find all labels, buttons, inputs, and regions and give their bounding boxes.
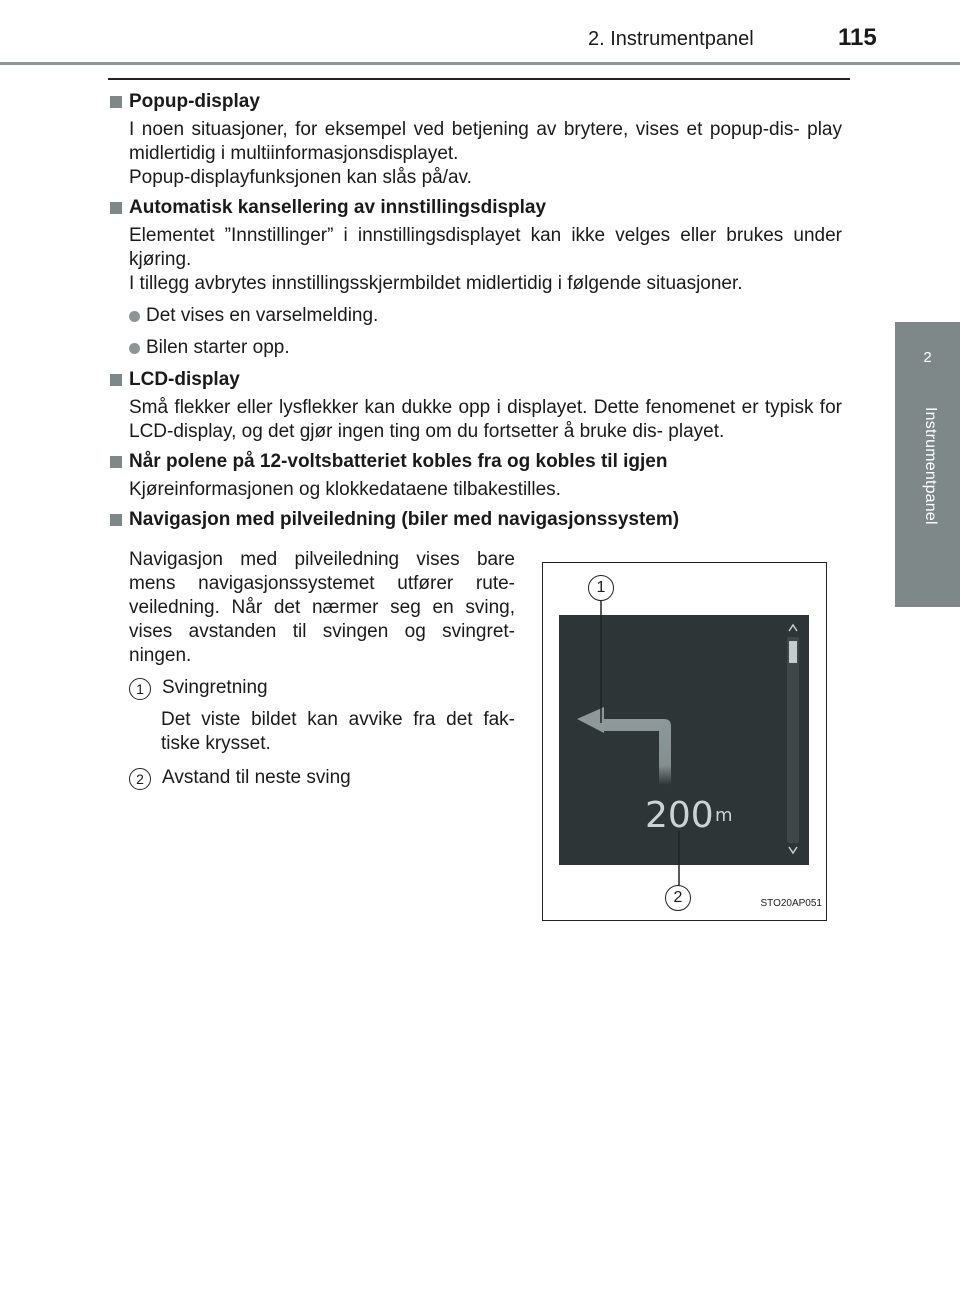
circle-bullet-icon xyxy=(129,311,140,322)
paragraph xyxy=(129,224,842,296)
section-heading-text: Popup-display xyxy=(129,91,260,112)
paragraph-text: Små flekker eller lysflekker kan dukke opp i displayet. Dette fenomenet er typisk for LCD-display, og det gjør ingen ting om du fortsetter å bruke dis- playet. xyxy=(129,397,842,442)
numbered-item xyxy=(129,766,515,790)
paragraph xyxy=(129,478,842,502)
paragraph xyxy=(129,548,515,668)
square-bullet-icon xyxy=(110,96,122,108)
header-divider xyxy=(0,62,960,65)
square-bullet-icon xyxy=(110,374,122,386)
square-bullet-icon xyxy=(110,456,122,468)
callout-lines xyxy=(543,563,826,920)
paragraph-text: Navigasjon med pilveiledning vises bare mens navigasjonssystemet utfører rute- veiledning. Når det nærmer seg en sving, vises avstanden til svingen og svingret- ningen. xyxy=(129,549,515,666)
distance-unit: m xyxy=(715,805,733,826)
section-heading xyxy=(110,508,842,532)
section-heading-text: Navigasjon med pilveiledning (biler med navigasjonssystem) xyxy=(129,509,680,530)
item-text: Svingretning xyxy=(162,677,268,698)
section-heading-text: Automatisk kansellering av innstillingsdisplay xyxy=(129,197,547,218)
paragraph-text: Kjøreinformasjonen og klokkedataene tilbakestilles. xyxy=(129,479,561,500)
item-number-badge: 2 xyxy=(129,768,151,790)
display-figure xyxy=(542,562,827,921)
paragraph-text: Popup-displayfunksjonen kan slås på/av. xyxy=(129,167,472,188)
numbered-item xyxy=(129,676,515,700)
section-heading xyxy=(110,368,842,392)
navigation-section xyxy=(110,548,842,909)
section-heading-text: LCD-display xyxy=(129,369,240,390)
item-note: Det viste bildet kan avvike fra det fak- tiske krysset. xyxy=(161,709,515,754)
list-item xyxy=(129,336,842,360)
callout-1: 1 xyxy=(588,575,614,601)
paragraph xyxy=(129,118,842,190)
paragraph-text: I tillegg avbrytes innstillingsskjermbildet midlertidig i følgende situasjoner. xyxy=(129,273,743,294)
paragraph-text: Elementet ”Innstillinger” i innstillingsdisplayet kan ikke velges eller brukes under kjøring. xyxy=(129,225,842,270)
list-item-text: Bilen starter opp. xyxy=(146,337,290,358)
navigation-text xyxy=(129,548,515,790)
circle-bullet-icon xyxy=(129,343,140,354)
square-bullet-icon xyxy=(110,202,122,214)
item-text: Avstand til neste sving xyxy=(162,767,351,788)
square-bullet-icon xyxy=(110,514,122,526)
section-heading-text: Når polene på 12-voltsbatteriet kobles fra og kobles til igjen xyxy=(129,451,668,472)
list-item xyxy=(129,304,842,328)
main-content xyxy=(110,90,842,909)
chapter-tab-number: 2 xyxy=(923,349,932,366)
item-number-badge: 1 xyxy=(129,678,151,700)
chapter-tab xyxy=(895,322,960,607)
chapter-tab-label: Instrumentpanel xyxy=(922,407,939,525)
distance-value: 200 xyxy=(645,795,714,836)
paragraph-text: I noen situasjoner, for eksempel ved betjening av brytere, vises et popup-dis- play midlertidig i multiinformasjonsdisplayet. xyxy=(129,119,842,164)
section-heading xyxy=(110,196,842,220)
section-title: 2. Instrumentpanel xyxy=(588,28,754,50)
list-item-text: Det vises en varselmelding. xyxy=(146,305,379,326)
section-heading xyxy=(110,90,842,114)
section-heading xyxy=(110,450,842,474)
content-divider xyxy=(108,78,850,80)
page-number: 115 xyxy=(838,24,877,51)
figure-code: STO20AP051 xyxy=(760,898,822,909)
callout-2: 2 xyxy=(665,885,691,911)
paragraph xyxy=(129,396,842,444)
